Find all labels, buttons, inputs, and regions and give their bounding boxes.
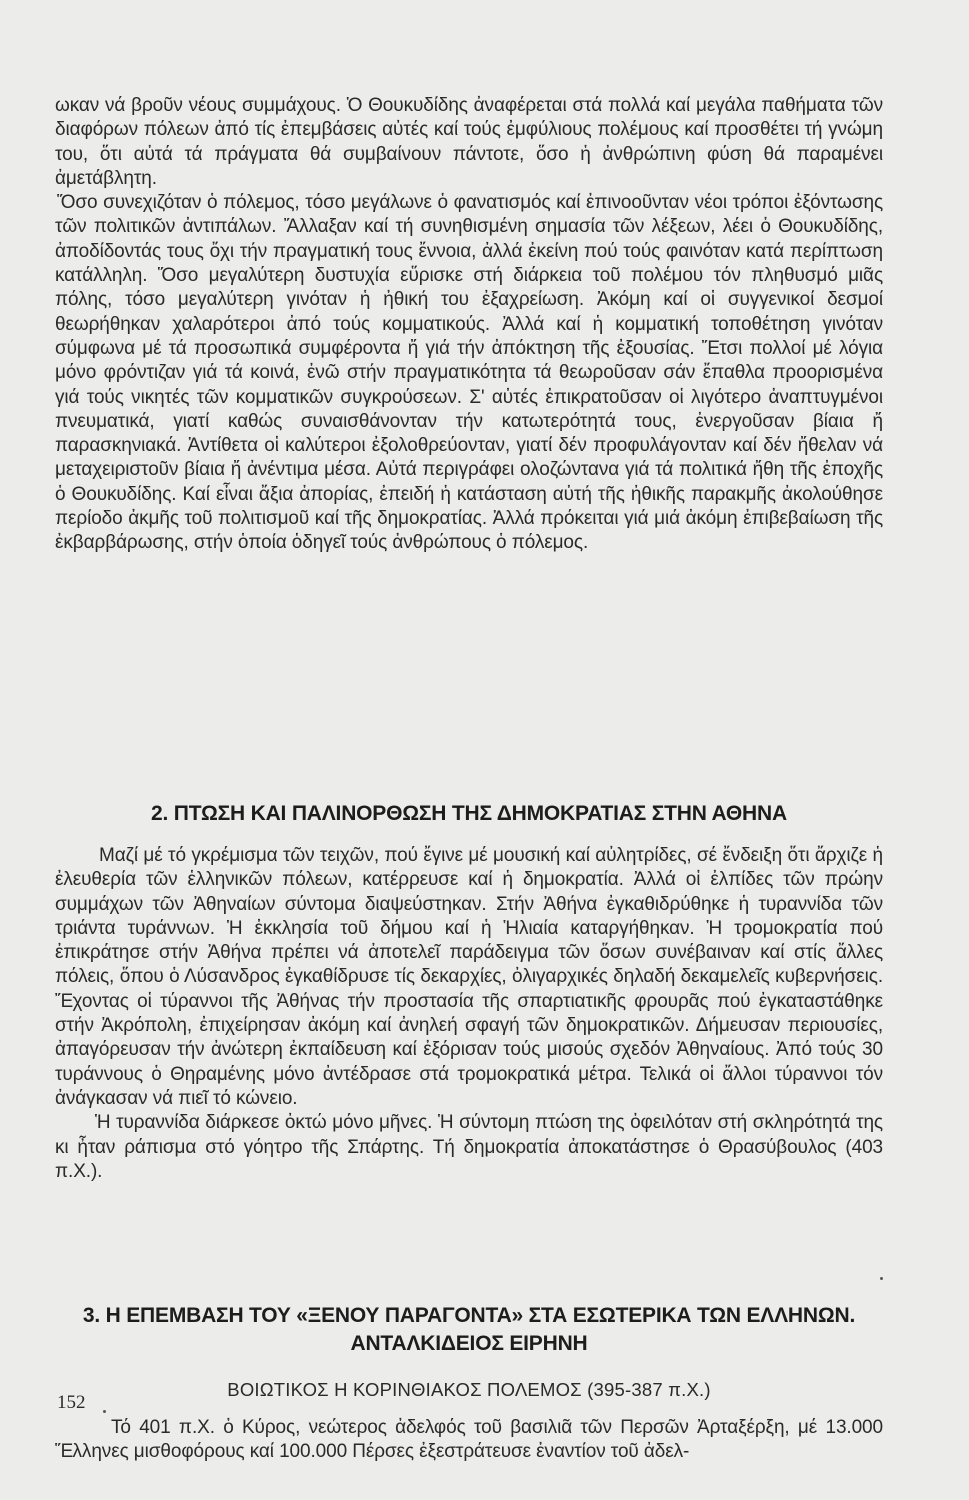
section-2-heading: 2. ΠΤΩΣΗ ΚΑΙ ΠΑΛΙΝΟΡΘΩΣΗ ΤΗΣ ΔΗΜΟΚΡΑΤΙΑΣ ΣΤΗΝ ΑΘΗΝΑ [151,802,787,825]
paragraph: ωκαν νά βροῦν νέους συμμάχους. Ὁ Θουκυδίδης ἀναφέρεται στά πολλά καί μεγάλα παθήματα τῶν διαφόρων πόλεων ἀπό τίς ἐπεμβάσεις αὐτές καί τούς ἐμφύλιους πολέμους καί προσθέτει τή γνώμη του, ὅτι αὐτά τά πράγματα θά συμβαίνουν πάντοτε, ὅσο ἡ ἀνθρώπινη φύση θά παραμένει ἀμετάβλητη. [55,95,883,189]
section-2-text [55,844,883,1184]
section-3-heading-line-2: ΑΝΤΑΛΚΙΔΕΙΟΣ ΕΙΡΗΝΗ [350,1332,588,1355]
page-number: 152 [57,1392,86,1413]
paragraph: Τό 401 π.Χ. ὁ Κύρος, νεώτερος ἀδελφός τοῦ βασιλιᾶ τῶν Περσῶν Ἀρταξέρξη, μέ 13.000 Ἕλληνες μισθοφόρους καί 100.000 Πέρσες ἐξεστράτευσε ἐναντίον τοῦ ἀδελ- [55,1417,883,1463]
paragraph: Ὅσο συνεχιζόταν ὁ πόλεμος, τόσο μεγάλωνε ὁ φανατισμός καί ἐπινοοῦνταν νέοι τρόποι ἐξόντωσης τῶν πολιτικῶν ἀντιπάλων. Ἄλλαξαν καί τή συνηθισμένη σημασία τῶν λέξεων, λέει ὁ Θουκυδίδης, ἀποδίδοντάς τους ὄχι τήν πραγματική τους ἔννοια, ἀλλά ἐκείνη πού τούς φαινόταν κατά περίπτωση κατάλληλη. Ὅσο μεγαλύτερη δυστυχία εὕρισκε στή διάρκεια τοῦ πολέμου τόν πληθυσμό μιᾶς πόλης, τόσο μεγαλύτερη γινόταν ἡ ἠθική του ἐξαχρείωση. Ἀκόμη καί οἱ συγγενικοί δεσμοί θεωρήθηκαν χαλαρότεροι ἀπό τούς κομματικούς. Ἀλλά καί ἡ κομματική τοποθέτηση γινόταν σύμφωνα μέ τά προσωπικά συμφέροντα ἤ γιά τήν ἀπόκτηση τῆς ἐξουσίας. Ἔτσι πολλοί μέ λόγια μόνο φρόντιζαν γιά τά κοινά, ἐνῶ στήν πραγματικότητα τά θεωροῦσαν σάν ἔπαθλα προορισμένα γιά τούς νικητές τῶν κομματικῶν συγκρούσεων. Σ' αὐτές ἐπικρατοῦσαν οἱ λιγότερο ἀναπτυγμένοι πνευματικά, γιατί καθώς συναισθάνονταν τήν κατωτερότητά τους, ἐνεργοῦσαν βίαια ἤ παρασκηνιακά. Ἀντίθετα οἱ καλύτεροι ἐξολοθρεύονταν, γιατί δέν προφυλάγονταν καί δέν ἤθελαν νά μεταχειριστοῦν βίαια ἤ ἀνέντιμα μέσα. Αὐτά περιγράφει ολοζώντανα γιά τά πολιτικά ἤθη τῆς ἐποχῆς ὁ Θουκυδίδης. Καί εἶναι ἄξια ἀπορίας, ἐπειδή ἡ κατάσταση αὐτή τῆς ἠθικῆς παρακμῆς ἀκολούθησε περίοδο ἀκμῆς τοῦ πολιτισμοῦ καί τῆς δημοκρατίας. Ἀλλά πρόκειται γιά μιά ἀκόμη ἐπιβεβαίωση τῆς ἐκβαρβάρωσης, στήν ὁποία ὁδηγεῖ τούς ἀνθρώπους ὁ πόλεμος. [55,192,883,554]
paragraph: Μαζί μέ τό γκρέμισμα τῶν τειχῶν, πού ἔγινε μέ μουσική καί αὐλητρίδες, σέ ἔνδειξη ὅτι ἄρχιζε ἡ ἐλευθερία τῶν ἑλληνικῶν πόλεων, κατέρρευσε καί ἡ δημοκρατία. Ἀλλά οἱ ἐλπίδες τῶν πρώην συμμάχων τῶν Ἀθηναίων σύντομα διαψεύστηκαν. Στήν Ἀθήνα ἐγκαθιδρύθηκε ἡ τυραννίδα τῶν τριάντα τυράννων. Ἡ ἐκκλησία τοῦ δήμου καί ἡ Ἡλιαία καταργήθηκαν. Ἡ τρομοκρατία πού ἐπικράτησε στήν Ἀθήνα πρέπει νά ἀποτελεῖ παράδειγμα τῶν ὅσων συνέβαιναν καί στίς ἄλλες πόλεις, ὅπου ὁ Λύσανδρος ἐγκαθίδρυσε τίς δεκαρχίες, ὀλιγαρχικές δηλαδή δεκαμελεῖς κυβερνήσεις. Ἔχοντας οἱ τύραννοι τῆς Ἀθήνας τήν προστασία τῆς σπαρτιατικῆς φρουρᾶς πού ἐγκαταστάθηκε στήν Ἀκρόπολη, ἐπιχείρησαν ἀκόμη καί ἀνηλεή σφαγή τῶν δημοκρατικῶν. Δήμευσαν περιουσίες, ἀπαγόρευσαν τήν ἀνώτερη ἐκπαίδευση καί ἐξόρισαν τούς μισούς σχεδόν Ἀθηναίους. Ἀπό τούς 30 τυράννους ὁ Θηραμένης μόνο ἀντέδρασε στά τρομοκρατικά μέτρα. Τελικά οἱ ἄλλοι τύραννοι τόν ἀνάγκασαν νά πιεῖ τό κώνειο. [55,845,883,1109]
paragraph: Ἡ τυραννίδα διάρκεσε ὀκτώ μόνο μῆνες. Ἡ σύντομη πτώση της ὀφειλόταν στή σκληρότητά της κι ἦταν ράπισμα στό γόητρο τῆς Σπάρτης. Τή δημοκρατία ἀποκατάστησε ὁ Θρασύβουλος (403 π.Χ.). [55,1112,883,1182]
section-1-text [55,94,883,556]
print-speck [880,1277,883,1280]
print-speck [103,1410,106,1413]
section-3-text [55,1416,883,1465]
section-3-subheading: ΒΟΙΩΤΙΚΟΣ Η ΚΟΡΙΝΘΙΑΚΟΣ ΠΟΛΕΜΟΣ (395-387 π.Χ.) [227,1379,711,1400]
section-3-heading-line-1: 3. Η ΕΠΕΜΒΑΣΗ ΤΟΥ «ΞΕΝΟΥ ΠΑΡΑΓΟΝΤΑ» ΣΤΑ ΕΣΩΤΕΡΙΚΑ ΤΩΝ ΕΛΛΗΝΩΝ. [82,1304,856,1327]
